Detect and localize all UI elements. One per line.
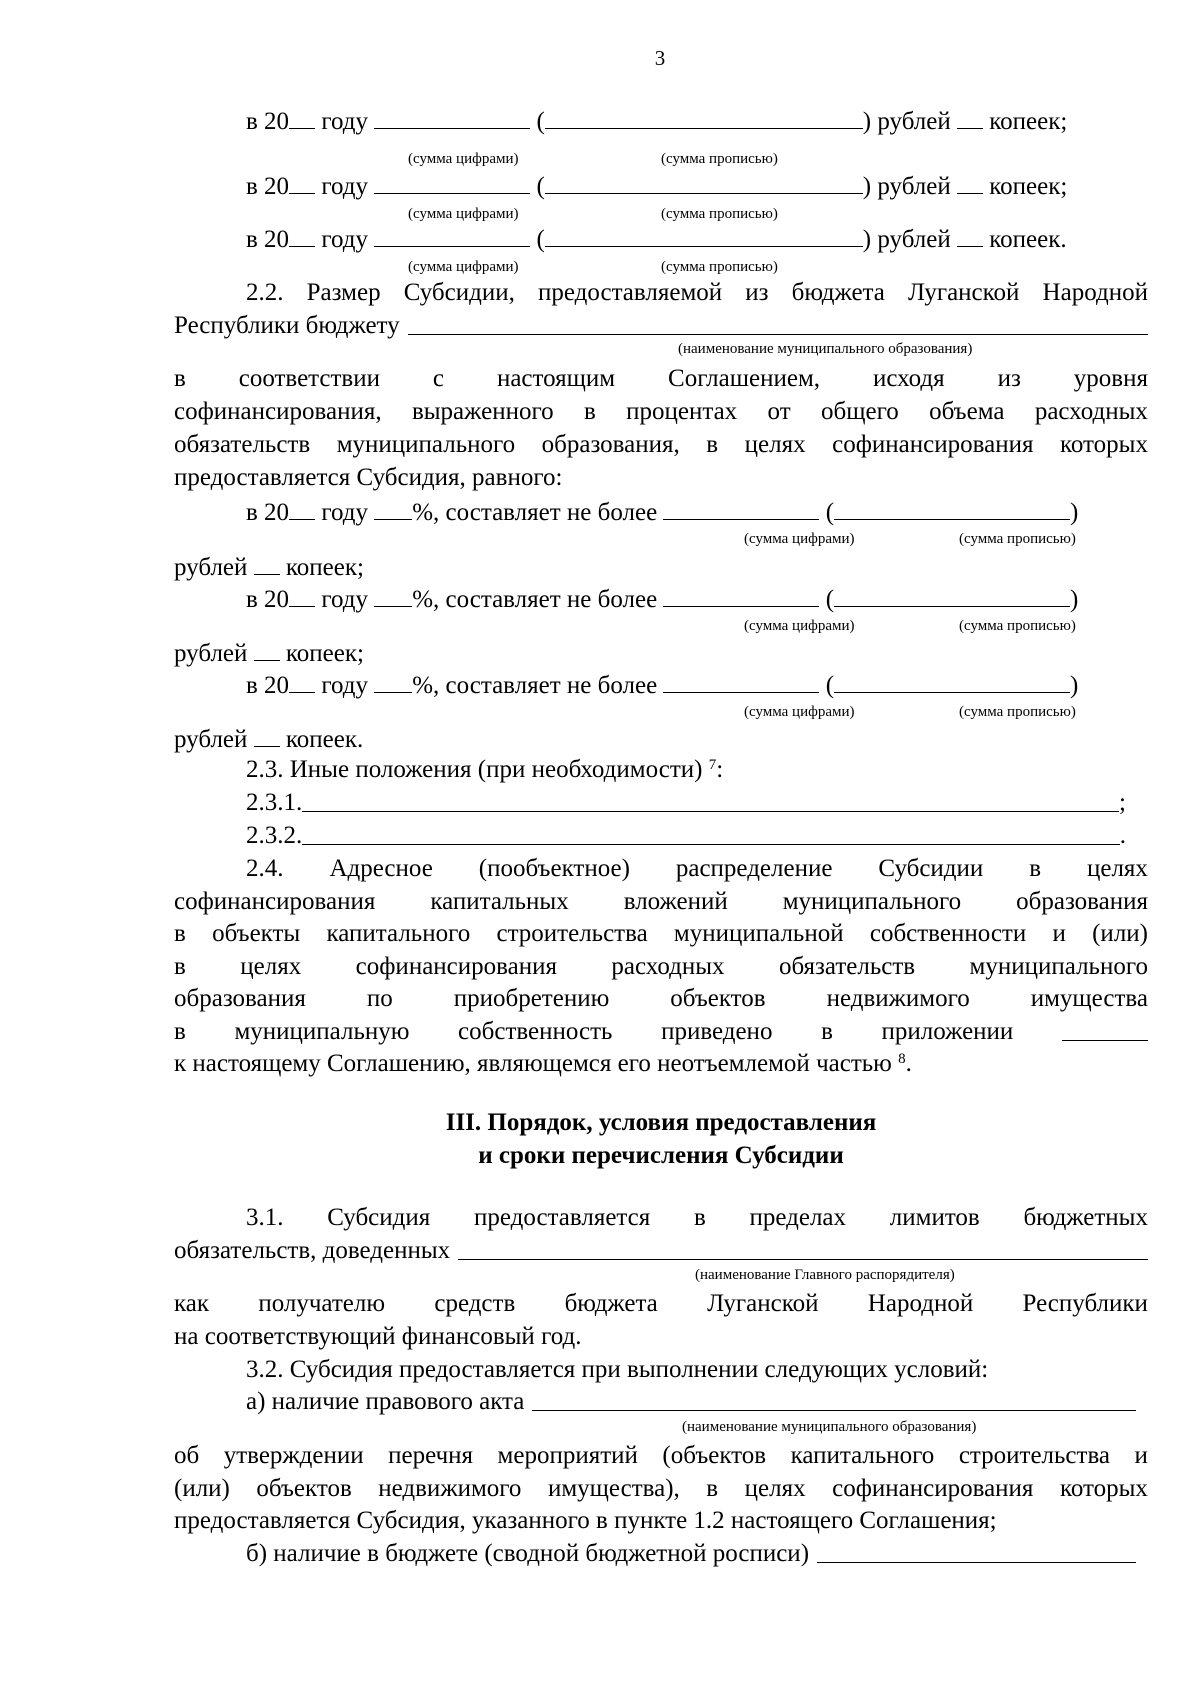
caption-sum-words: (сумма прописью) — [959, 531, 1076, 547]
year-blank — [289, 582, 315, 607]
caption-sum-digits: (сумма цифрами) — [408, 151, 519, 167]
paragraph-line: 2.2. Размер Субсидии, предоставляемой из бюджета Луганской Народной — [246, 279, 1148, 306]
year-sum-line: в 20 году ( ) рублей копеек; — [246, 104, 1148, 136]
percent-blank — [374, 495, 412, 520]
main-manager-blank — [458, 1235, 1148, 1260]
percent-line-tail: рублей копеек. — [174, 722, 1148, 754]
paragraph-line: а) наличие правового акта — [246, 1386, 1136, 1418]
caption-sum-words: (сумма прописью) — [959, 704, 1076, 720]
caption-sum-digits: (сумма цифрами) — [744, 704, 855, 720]
paragraph-line: предоставляется Субсидия, равного: — [174, 464, 563, 491]
year-blank — [289, 495, 315, 520]
paragraph-line: б) наличие в бюджете (сводной бюджетной росписи) — [246, 1538, 1136, 1570]
caption-sum-words: (сумма прописью) — [661, 151, 778, 167]
caption-sum-digits: (сумма цифрами) — [744, 618, 855, 634]
paragraph-line: 2.4. Адресное (пообъектное) распределение Субсидии в целях — [246, 855, 1148, 882]
paragraph-line: как получателю средств бюджета Луганской Народной Республики — [174, 1290, 1148, 1317]
paragraph-line: 2.3.2. . — [246, 822, 1126, 849]
paragraph-line: 2.3. Иные положения (при необходимости) $^7$: — [246, 756, 724, 783]
budget-blank — [817, 1538, 1136, 1563]
paragraph-line: обязательств, доведенных — [174, 1235, 1148, 1267]
year-blank — [289, 222, 315, 247]
sum-digits-blank — [374, 104, 530, 129]
caption-sum-words: (сумма прописью) — [661, 259, 778, 275]
paragraph-line: предоставляется Субсидия, указанного в пункте 1.2 настоящего Соглашения; — [174, 1507, 997, 1534]
year-blank — [289, 104, 315, 129]
paragraph-line: 3.1. Субсидия предоставляется в пределах лимитов бюджетных — [246, 1204, 1148, 1231]
kopecks-blank — [254, 722, 280, 747]
paragraph-line: обязательств муниципального образования, в целях софинансирования которых — [174, 431, 1148, 458]
paragraph-line: к настоящему Соглашению, являющемся его неотъемлемой частью $^8$. — [174, 1050, 912, 1077]
caption-sum-words: (сумма прописью) — [661, 206, 778, 222]
kopecks-blank — [957, 104, 983, 129]
paragraph-line: в муниципальную собственность приведено в приложении — [174, 1016, 1148, 1048]
paragraph-line: на соответствующий финансовый год. — [174, 1323, 582, 1350]
paragraph-line: Республики бюджету — [174, 310, 1148, 342]
sum-words-blank — [834, 582, 1070, 607]
appendix-number-blank — [1062, 1016, 1148, 1041]
item-blank — [302, 787, 1119, 812]
year-sum-line: в 20 году ( ) рублей копеек; — [246, 169, 1148, 201]
caption-municipality: (наименование муниципального образования) — [682, 1419, 977, 1435]
caption-sum-digits: (сумма цифрами) — [408, 206, 519, 222]
sum-words-blank — [545, 222, 863, 247]
caption-sum-digits: (сумма цифрами) — [744, 531, 855, 547]
percent-blank — [374, 668, 412, 693]
sum-digits-blank — [663, 495, 819, 520]
paragraph-line: об утверждении перечня мероприятий (объектов капитального строительства и — [174, 1442, 1148, 1469]
sum-digits-blank — [663, 668, 819, 693]
kopecks-blank — [957, 222, 983, 247]
kopecks-blank — [957, 169, 983, 194]
year-blank — [289, 668, 315, 693]
caption-sum-words: (сумма прописью) — [959, 618, 1076, 634]
paragraph-line: в соответствии с настоящим Соглашением, исходя из уровня — [174, 365, 1148, 392]
paragraph-line: 3.2. Субсидия предоставляется при выполнении следующих условий: — [246, 1356, 989, 1383]
item-blank — [302, 820, 1120, 845]
caption-sum-digits: (сумма цифрами) — [408, 259, 519, 275]
footnote-ref: 8 — [898, 1051, 906, 1067]
page-number: 3 — [654, 46, 666, 70]
sum-digits-blank — [374, 222, 530, 247]
kopecks-blank — [254, 550, 280, 575]
percent-line: в 20 году %, составляет не более ( ) — [246, 668, 1148, 700]
percent-line: в 20 году %, составляет не более ( ) — [246, 582, 1148, 614]
percent-line-tail: рублей копеек; — [174, 550, 1148, 582]
footnote-ref: 7 — [708, 757, 717, 773]
municipality-blank — [532, 1386, 1136, 1411]
paragraph-line: в объекты капитального строительства муниципальной собственности и (или) — [174, 920, 1148, 947]
percent-line-tail: рублей копеек; — [174, 636, 1148, 668]
percent-blank — [374, 582, 412, 607]
year-sum-line: в 20 году ( ) рублей копеек. — [246, 222, 1148, 254]
year-blank — [289, 169, 315, 194]
sum-digits-blank — [374, 169, 530, 194]
section-heading: и сроки перечисления Субсидии — [478, 1142, 844, 1169]
percent-line: в 20 году %, составляет не более ( ) — [246, 495, 1148, 527]
paragraph-line: софинансирования, выраженного в процентах от общего объема расходных — [174, 398, 1148, 425]
paragraph-line: софинансирования капитальных вложений муниципального образования — [174, 888, 1148, 915]
sum-words-blank — [834, 495, 1070, 520]
paragraph-line: образования по приобретению объектов недвижимого имущества — [174, 985, 1148, 1012]
sum-words-blank — [834, 668, 1070, 693]
section-heading: III. Порядок, условия предоставления — [445, 1109, 877, 1136]
kopecks-blank — [254, 636, 280, 661]
caption-municipality: (наименование муниципального образования) — [678, 341, 973, 357]
paragraph-line: (или) объектов недвижимого имущества), в целях софинансирования которых — [174, 1475, 1148, 1502]
sum-words-blank — [545, 169, 863, 194]
sum-digits-blank — [663, 582, 819, 607]
municipality-blank — [408, 310, 1148, 335]
sum-words-blank — [545, 104, 863, 129]
paragraph-line: в целях софинансирования расходных обязательств муниципального — [174, 953, 1148, 980]
caption-main-manager: (наименование Главного распорядителя) — [695, 1267, 955, 1283]
paragraph-line: 2.3.1. ; — [246, 789, 1126, 816]
